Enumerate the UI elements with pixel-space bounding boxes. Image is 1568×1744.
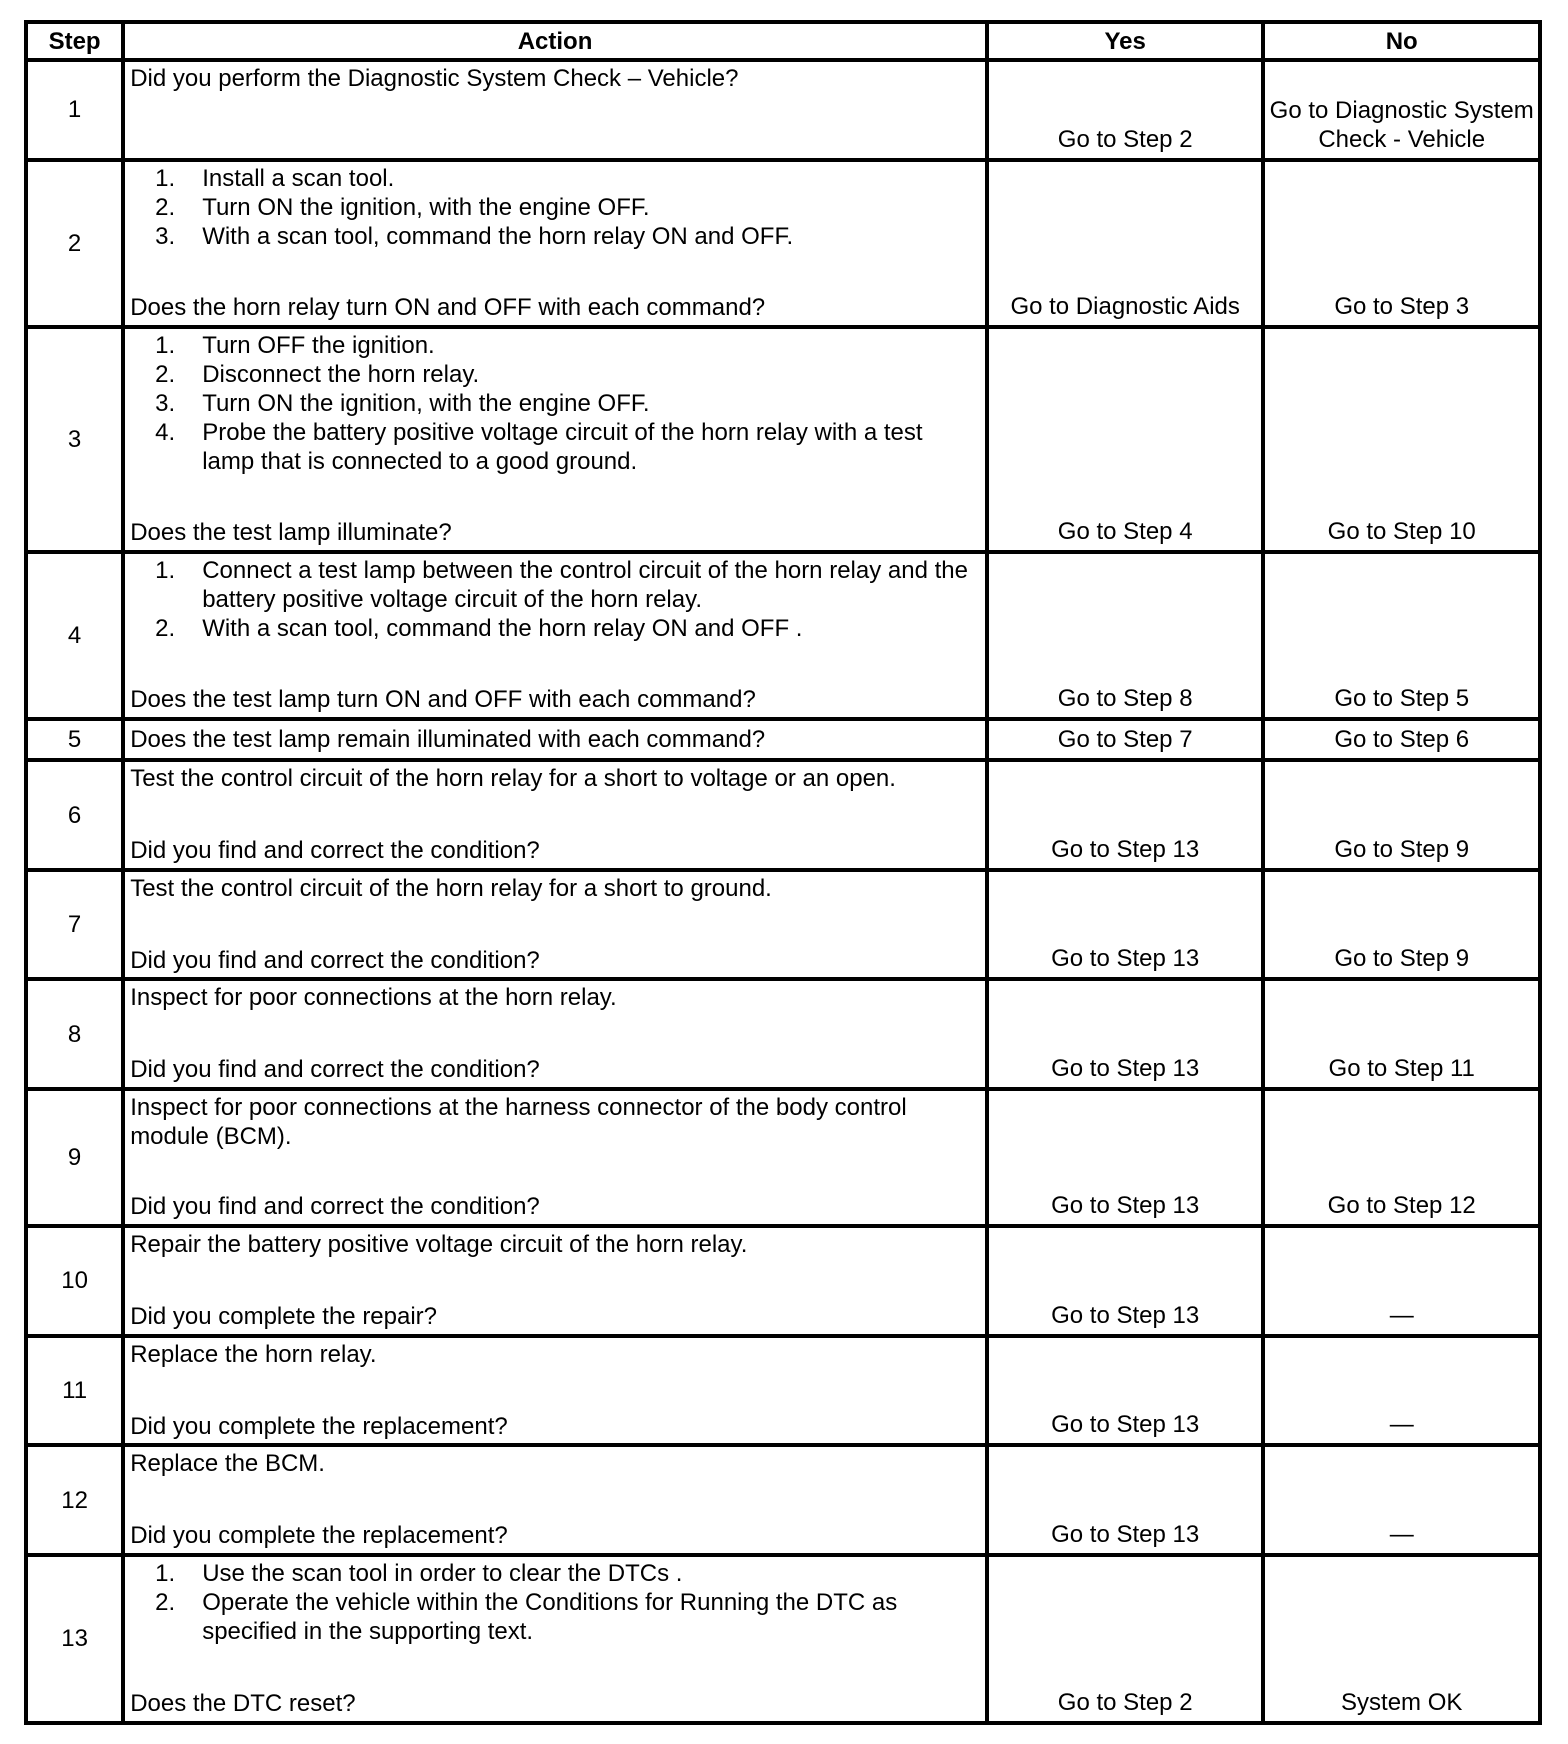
action-step-text: Probe the battery positive voltage circuit of the horn relay with a test lamp that is connected to a good ground. [202, 418, 923, 475]
action-instructions [130, 874, 979, 903]
action-text: Test the control circuit of the horn relay for a short to ground. [130, 874, 772, 902]
step-number: 13 [26, 1555, 123, 1723]
yes-result: Go to Step 8 [987, 552, 1264, 719]
action-text: Replace the horn relay. [130, 1340, 377, 1368]
action-cell [123, 719, 987, 760]
header-yes: Yes [987, 22, 1264, 60]
action-step-number: 2. [155, 1588, 176, 1616]
table-row [26, 719, 1540, 760]
action-steps-list [130, 1559, 979, 1646]
action-instructions [130, 1340, 979, 1369]
yes-result: Go to Step 4 [987, 327, 1264, 552]
header-row [26, 22, 1540, 60]
step-number: 5 [26, 719, 123, 760]
action-step-item [130, 222, 979, 251]
table-row [26, 760, 1540, 870]
yes-result: Go to Step 13 [987, 979, 1264, 1089]
action-step-text: With a scan tool, command the horn relay ON and OFF . [202, 614, 803, 642]
action-question: Did you find and correct the condition? [130, 1193, 540, 1221]
header-action: Action [123, 22, 987, 60]
yes-result: Go to Step 13 [987, 1089, 1264, 1226]
action-cell [123, 1226, 987, 1336]
action-cell [123, 870, 987, 980]
action-question: Did you complete the repair? [130, 1302, 438, 1330]
action-question: Did you perform the Diagnostic System Check – Vehicle? [130, 65, 739, 92]
action-step-item [130, 1559, 979, 1588]
action-step-item [130, 1588, 979, 1646]
action-step-number: 2. [155, 193, 176, 221]
action-step-text: Use the scan tool in order to clear the DTCs . [202, 1559, 683, 1587]
action-steps-list [130, 556, 979, 643]
table-row [26, 1555, 1540, 1723]
step-number: 10 [26, 1226, 123, 1336]
action-cell [123, 1445, 987, 1555]
action-text: Repair the battery positive voltage circuit of the horn relay. [130, 1230, 748, 1258]
no-result: System OK [1263, 1555, 1540, 1723]
action-steps-list [130, 164, 979, 251]
action-step-number: 4. [155, 418, 176, 446]
action-cell [123, 760, 987, 870]
no-result: Go to Step 12 [1263, 1089, 1540, 1226]
action-instructions [130, 983, 979, 1012]
header-step: Step [26, 22, 123, 60]
action-step-number: 2. [155, 360, 176, 388]
yes-result: Go to Step 13 [987, 1226, 1264, 1336]
step-number: 4 [26, 552, 123, 719]
yes-result: Go to Step 2 [987, 1555, 1264, 1723]
no-result: Go to Step 9 [1263, 760, 1540, 870]
action-step-number: 1. [155, 331, 176, 359]
action-cell [123, 1336, 987, 1446]
action-step-text: Turn ON the ignition, with the engine OFF. [202, 389, 650, 417]
action-text: Test the control circuit of the horn relay for a short to voltage or an open. [130, 765, 896, 793]
action-step-number: 3. [155, 222, 176, 250]
action-step-number: 2. [155, 614, 176, 642]
action-step-text: Install a scan tool. [202, 164, 395, 192]
table-row [26, 1445, 1540, 1555]
step-number: 11 [26, 1336, 123, 1446]
action-question: Did you find and correct the condition? [130, 837, 540, 865]
action-question: Does the horn relay turn ON and OFF with each command? [130, 293, 766, 321]
action-step-text: With a scan tool, command the horn relay ON and OFF. [202, 222, 794, 250]
table-row [26, 979, 1540, 1089]
action-step-item [130, 389, 979, 418]
action-step-item [130, 360, 979, 389]
table-row [26, 1089, 1540, 1226]
header-no: No [1263, 22, 1540, 60]
no-result: Go to Step 9 [1263, 870, 1540, 980]
no-result: Go to Step 10 [1263, 327, 1540, 552]
action-cell [123, 979, 987, 1089]
no-result: Go to Step 3 [1263, 160, 1540, 327]
action-question: Does the test lamp illuminate? [130, 518, 452, 546]
no-result: Go to Step 11 [1263, 979, 1540, 1089]
no-result: — [1263, 1336, 1540, 1446]
action-step-item [130, 418, 979, 476]
action-step-number: 1. [155, 1559, 176, 1587]
table-row [26, 552, 1540, 719]
action-step-number: 1. [155, 164, 176, 192]
action-instructions [130, 1230, 979, 1259]
step-number: 12 [26, 1445, 123, 1555]
table-row [26, 160, 1540, 327]
no-result: — [1263, 1445, 1540, 1555]
no-result: — [1263, 1226, 1540, 1336]
step-number: 1 [26, 60, 123, 160]
action-cell [123, 160, 987, 327]
action-text: Inspect for poor connections at the horn relay. [130, 984, 617, 1012]
table-row [26, 327, 1540, 552]
yes-result: Go to Step 13 [987, 870, 1264, 980]
action-step-item [130, 556, 979, 614]
action-instructions [130, 556, 979, 643]
action-step-number: 3. [155, 389, 176, 417]
diagnostic-table [24, 20, 1542, 1725]
yes-result: Go to Step 2 [987, 60, 1264, 160]
step-number: 2 [26, 160, 123, 327]
step-number: 8 [26, 979, 123, 1089]
table-row [26, 1226, 1540, 1336]
action-cell [123, 60, 987, 160]
action-question: Does the test lamp turn ON and OFF with each command? [130, 685, 756, 713]
action-question: Does the test lamp remain illuminated with each command? [130, 725, 766, 753]
action-step-item [130, 193, 979, 222]
action-text: Inspect for poor connections at the harness connector of the body control module (BCM). [130, 1094, 907, 1151]
action-question: Did you find and correct the condition? [130, 1056, 540, 1084]
table-row [26, 1336, 1540, 1446]
action-step-number: 1. [155, 556, 176, 584]
yes-result: Go to Diagnostic Aids [987, 160, 1264, 327]
action-step-item [130, 331, 979, 360]
yes-result: Go to Step 13 [987, 1445, 1264, 1555]
action-cell [123, 552, 987, 719]
table-row [26, 870, 1540, 980]
no-result: Go to Step 6 [1263, 719, 1540, 760]
action-question: Did you complete the replacement? [130, 1412, 508, 1440]
action-instructions [130, 1449, 979, 1478]
action-instructions [130, 331, 979, 476]
action-question: Did you complete the replacement? [130, 1522, 508, 1550]
action-question: Did you find and correct the condition? [130, 946, 540, 974]
action-cell [123, 327, 987, 552]
action-step-item [130, 164, 979, 193]
action-steps-list [130, 331, 979, 476]
no-result: Go to Diagnostic System Check - Vehicle [1263, 60, 1540, 160]
action-instructions [130, 164, 979, 251]
action-instructions [130, 764, 979, 793]
action-instructions [130, 1559, 979, 1646]
action-step-text: Disconnect the horn relay. [202, 360, 480, 388]
yes-result: Go to Step 13 [987, 1336, 1264, 1446]
action-cell [123, 1555, 987, 1723]
step-number: 6 [26, 760, 123, 870]
action-step-text: Turn OFF the ignition. [202, 331, 435, 359]
no-result: Go to Step 5 [1263, 552, 1540, 719]
action-step-text: Operate the vehicle within the Conditions for Running the DTC as specified in the supporting text. [202, 1588, 898, 1645]
action-text: Replace the BCM. [130, 1450, 325, 1478]
action-step-text: Turn ON the ignition, with the engine OFF. [202, 193, 650, 221]
yes-result: Go to Step 7 [987, 719, 1264, 760]
table-row [26, 60, 1540, 160]
yes-result: Go to Step 13 [987, 760, 1264, 870]
step-number: 3 [26, 327, 123, 552]
action-question: Does the DTC reset? [130, 1689, 356, 1717]
step-number: 7 [26, 870, 123, 980]
action-cell [123, 1089, 987, 1226]
step-number: 9 [26, 1089, 123, 1226]
action-step-item [130, 614, 979, 643]
action-instructions [130, 1093, 979, 1151]
action-step-text: Connect a test lamp between the control circuit of the horn relay and the battery positive voltage circuit of the horn relay. [202, 556, 968, 613]
